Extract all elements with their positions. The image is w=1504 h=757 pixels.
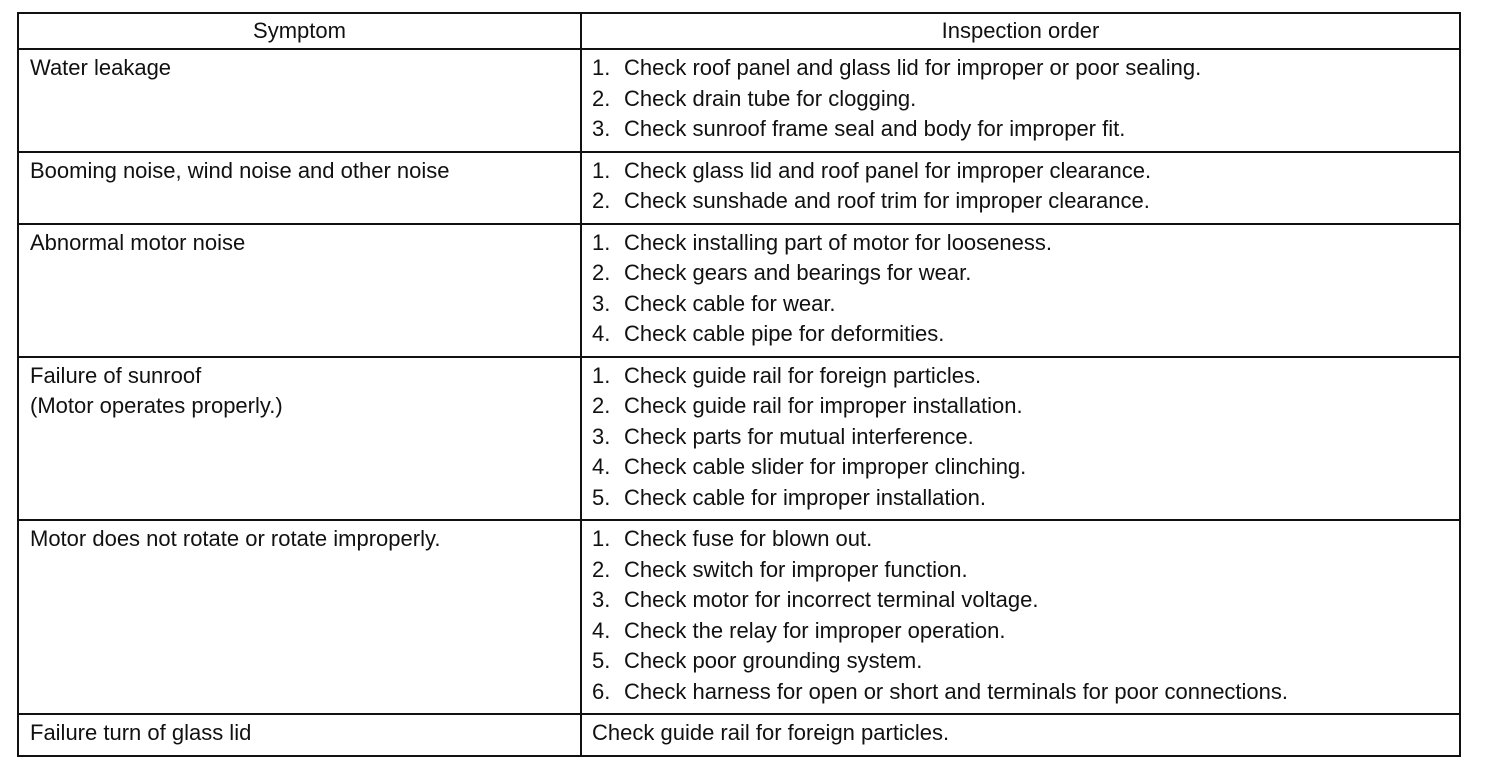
inspection-cell — [581, 357, 1460, 521]
inspection-cell — [581, 224, 1460, 357]
inspection-cell — [581, 520, 1460, 714]
symptom-text: Water leakage — [30, 55, 172, 80]
step-number: 6. — [592, 678, 611, 704]
step-text: Check cable pipe for deformities. — [624, 321, 945, 346]
step-text: Check guide rail for improper installation. — [624, 393, 1023, 418]
inspection-step — [592, 483, 1459, 514]
step-number: 1. — [592, 229, 611, 255]
step-number: 2. — [592, 393, 611, 418]
inspection-step — [592, 84, 1459, 115]
step-number: 1. — [592, 526, 611, 551]
step-number: 2. — [592, 556, 611, 582]
symptom-text: (Motor operates properly.) — [30, 393, 283, 418]
step-text: Check parts for mutual interference. — [624, 423, 974, 449]
inspection-step — [592, 53, 1459, 84]
inspection-step — [592, 718, 1459, 749]
step-number: 3. — [592, 116, 611, 141]
step-text: Check guide rail for foreign particles. — [592, 720, 950, 745]
step-number: 5. — [592, 648, 611, 673]
symptom-cell — [18, 714, 581, 756]
inspection-step — [592, 114, 1459, 145]
symptom-text: Abnormal motor noise — [30, 229, 246, 255]
step-text: Check gears and bearings for wear. — [624, 260, 972, 285]
symptom-text: Booming noise, wind noise and other noise — [30, 157, 450, 183]
inspection-step — [592, 391, 1459, 422]
table-header-row — [18, 13, 1460, 49]
inspection-step — [592, 452, 1459, 483]
inspection-step — [592, 585, 1459, 616]
table-row — [18, 714, 1460, 756]
step-text: Check drain tube for clogging. — [624, 85, 917, 111]
symptom-text: Motor does not rotate or rotate improperly. — [30, 526, 441, 551]
step-text: Check sunroof frame seal and body for improper fit. — [624, 116, 1126, 141]
symptom-column-header: Symptom — [18, 13, 581, 49]
symptom-cell — [18, 49, 581, 152]
step-text: Check sunshade and roof trim for improper clearance. — [624, 188, 1150, 213]
inspection-step — [592, 524, 1459, 555]
symptom-cell — [18, 224, 581, 357]
step-number: 2. — [592, 85, 611, 111]
step-number: 4. — [592, 617, 611, 643]
step-number: 1. — [592, 157, 611, 183]
step-text: Check glass lid and roof panel for improper clearance. — [624, 157, 1152, 183]
inspection-step — [592, 289, 1459, 320]
step-text: Check cable for wear. — [624, 290, 836, 316]
step-text: Check poor grounding system. — [624, 648, 923, 673]
step-text: Check harness for open or short and terminals for poor connections. — [624, 678, 1289, 704]
inspection-step — [592, 361, 1459, 392]
symptom-inspection-table — [17, 12, 1461, 757]
inspection-cell — [581, 49, 1460, 152]
inspection-step — [592, 156, 1459, 187]
step-text: Check cable slider for improper clinching. — [624, 454, 1027, 479]
inspection-step — [592, 186, 1459, 217]
step-number: 1. — [592, 362, 611, 388]
step-text: Check motor for incorrect terminal voltage. — [624, 587, 1039, 612]
inspection-step — [592, 677, 1459, 708]
inspection-cell — [581, 714, 1460, 756]
inspection-step — [592, 422, 1459, 453]
symptom-cell — [18, 357, 581, 521]
table-row — [18, 224, 1460, 357]
symptom-text: Failure of sunroof — [30, 362, 202, 388]
table-row — [18, 520, 1460, 714]
step-number: 2. — [592, 188, 611, 213]
symptom-cell — [18, 520, 581, 714]
step-number: 1. — [592, 55, 611, 80]
symptom-text: Failure turn of glass lid — [30, 720, 252, 745]
inspection-step — [592, 228, 1459, 259]
step-number: 3. — [592, 423, 611, 449]
step-text: Check roof panel and glass lid for improper or poor sealing. — [624, 55, 1202, 80]
step-text: Check switch for improper function. — [624, 556, 968, 582]
step-number: 5. — [592, 484, 611, 510]
step-text: Check the relay for improper operation. — [624, 617, 1006, 643]
inspection-step — [592, 258, 1459, 289]
symptom-cell — [18, 152, 581, 224]
inspection-order-column-header: Inspection order — [581, 13, 1460, 49]
step-number: 4. — [592, 454, 611, 479]
table-body — [18, 49, 1460, 756]
step-number: 2. — [592, 260, 611, 285]
inspection-step — [592, 616, 1459, 647]
inspection-step — [592, 646, 1459, 677]
inspection-cell — [581, 152, 1460, 224]
inspection-step — [592, 555, 1459, 586]
step-number: 3. — [592, 290, 611, 316]
inspection-step — [592, 319, 1459, 350]
step-number: 4. — [592, 321, 611, 346]
table-row — [18, 152, 1460, 224]
table-row — [18, 49, 1460, 152]
step-text: Check installing part of motor for looseness. — [624, 229, 1052, 255]
step-text: Check cable for improper installation. — [624, 484, 986, 510]
step-text: Check fuse for blown out. — [624, 526, 873, 551]
step-number: 3. — [592, 587, 611, 612]
step-text: Check guide rail for foreign particles. — [624, 362, 982, 388]
table-row — [18, 357, 1460, 521]
